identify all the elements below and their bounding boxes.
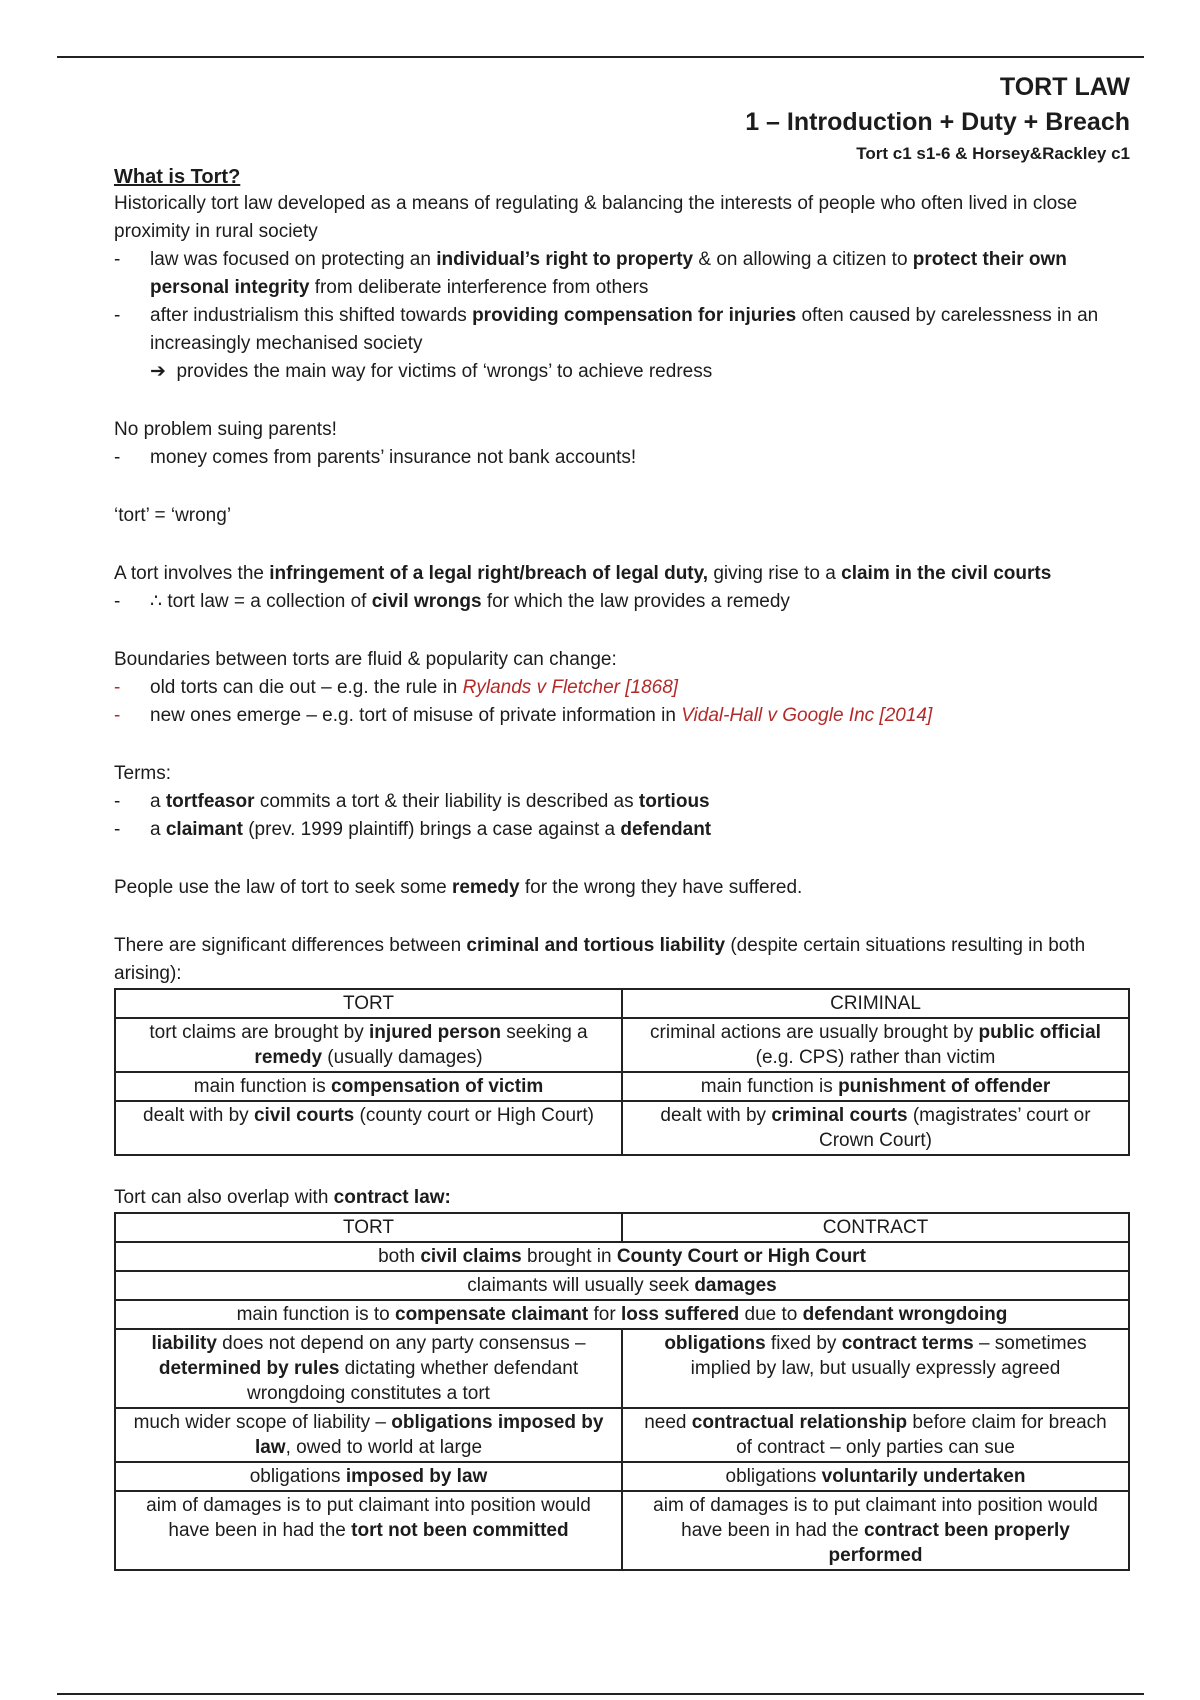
table-cell: liability does not depend on any party consensus – determined by rules dictating whether defendant wrongdoing constitutes a tort	[115, 1329, 622, 1408]
definition-paragraph: A tort involves the infringement of a legal right/breach of legal duty, giving rise to a claim in the civil courts	[114, 563, 1052, 584]
term-item-2: - a claimant (prev. 1999 plaintiff) brings a case against a defendant	[114, 816, 1130, 844]
document-subtitle: 1 – Introduction + Duty + Breach	[745, 108, 1130, 136]
term-item-1: - a tortfeasor commits a tort & their liability is described as tortious	[114, 788, 1130, 816]
table-cell: main function is to compensate claimant for loss suffered due to defendant wrongdoing	[115, 1300, 1129, 1329]
parents-bullet: - money comes from parents’ insurance not bank accounts!	[114, 444, 1130, 472]
document-body	[114, 70, 1130, 1571]
table-cell: obligations fixed by contract terms – sometimes implied by law, but usually expressly agreed	[622, 1329, 1129, 1408]
boundaries-intro: Boundaries between torts are fluid & popularity can change:	[114, 649, 617, 670]
bullet-dash: -	[114, 819, 121, 840]
table-row-shared	[115, 1300, 1129, 1329]
definition-bullet: - ∴ tort law = a collection of civil wrongs for which the law provides a remedy	[114, 588, 1130, 616]
column-header: TORT	[115, 1213, 622, 1242]
boundary-item-2: - new ones emerge – e.g. tort of misuse of private information in Vidal-Hall v Google Inc [2014]	[114, 702, 1130, 730]
table-cell: obligations imposed by law	[115, 1462, 622, 1491]
table-cell: main function is punishment of offender	[622, 1072, 1129, 1101]
bullet-dash: -	[114, 705, 121, 726]
history-bullet-2: - after industrialism this shifted towards providing compensation for injuries often caused by carelessness in an increasingly mechanised society	[114, 302, 1130, 358]
arrow-text: provides the main way for victims of ‘wrongs’ to achieve redress	[176, 361, 713, 382]
table-row	[115, 1072, 1129, 1101]
bullet-dash: -	[114, 305, 121, 326]
intro-paragraph: Historically tort law developed as a means of regulating & balancing the interests of people who often lived in close proximity in rural society	[114, 193, 1078, 242]
table-cell: dealt with by civil courts (county court or High Court)	[115, 1101, 622, 1155]
history-bullet-1: - law was focused on protecting an individual’s right to property & on allowing a citizen to protect their own personal integrity from deliberate interference from others	[114, 246, 1130, 302]
tort-vs-criminal-table	[114, 988, 1130, 1156]
table-row	[115, 1491, 1129, 1570]
arrow-point	[114, 358, 1130, 386]
column-header: CRIMINAL	[622, 989, 1129, 1018]
remedy-paragraph: People use the law of tort to seek some remedy for the wrong they have suffered.	[114, 877, 803, 898]
table-cell: need contractual relationship before claim for breach of contract – only parties can sue	[622, 1408, 1129, 1462]
bullet-dash: -	[114, 591, 121, 612]
arrow-right-icon: ➔	[150, 361, 166, 382]
document-title: TORT LAW	[999, 73, 1130, 101]
table-cell: dealt with by criminal courts (magistrates’ court or Crown Court)	[622, 1101, 1129, 1155]
contract-intro: Tort can also overlap with contract law:	[114, 1187, 451, 1208]
terms-label: Terms:	[114, 763, 171, 784]
table-cell: aim of damages is to put claimant into position would have been in had the contract been properly performed	[622, 1491, 1129, 1570]
section-title: What is Tort?	[114, 166, 241, 188]
document-reference: Tort c1 s1-6 & Horsey&Rackley c1	[856, 144, 1130, 163]
parents-line: No problem suing parents!	[114, 419, 337, 440]
table-cell: criminal actions are usually brought by public official (e.g. CPS) rather than victim	[622, 1018, 1129, 1072]
table-cell: main function is compensation of victim	[115, 1072, 622, 1101]
table-row	[115, 1329, 1129, 1408]
case-citation: Rylands v Fletcher [1868]	[462, 677, 679, 698]
tort-vs-contract-table	[114, 1212, 1130, 1571]
bottom-rule	[57, 1693, 1144, 1695]
table-cell: tort claims are brought by injured person seeking a remedy (usually damages)	[115, 1018, 622, 1072]
top-rule	[57, 56, 1144, 58]
case-citation: Vidal-Hall v Google Inc [2014]	[681, 705, 933, 726]
column-header: CONTRACT	[622, 1213, 1129, 1242]
table-row	[115, 1018, 1129, 1072]
table-row-shared	[115, 1242, 1129, 1271]
bullet-dash: -	[114, 677, 121, 698]
table-header-row	[115, 989, 1129, 1018]
tort-wrong-line: ‘tort’ = ‘wrong’	[114, 505, 232, 526]
table-cell: much wider scope of liability – obligations imposed by law, owed to world at large	[115, 1408, 622, 1462]
table-header-row	[115, 1213, 1129, 1242]
column-header: TORT	[115, 989, 622, 1018]
bullet-dash: -	[114, 249, 121, 270]
boundary-item-1: - old torts can die out – e.g. the rule in Rylands v Fletcher [1868]	[114, 674, 1130, 702]
table-row	[115, 1462, 1129, 1491]
table-cell: obligations voluntarily undertaken	[622, 1462, 1129, 1491]
table-cell: claimants will usually seek damages	[115, 1271, 1129, 1300]
differences-paragraph: There are significant differences between criminal and tortious liability (despite certain situations resulting in both arising):	[114, 935, 1086, 984]
document-header	[114, 70, 1130, 166]
bullet-dash: -	[114, 447, 121, 468]
table-row	[115, 1408, 1129, 1462]
table-cell: aim of damages is to put claimant into position would have been in had the tort not been committed	[115, 1491, 622, 1570]
table-cell: both civil claims brought in County Court or High Court	[115, 1242, 1129, 1271]
table-row	[115, 1101, 1129, 1155]
bullet-dash: -	[114, 791, 121, 812]
table-row-shared	[115, 1271, 1129, 1300]
